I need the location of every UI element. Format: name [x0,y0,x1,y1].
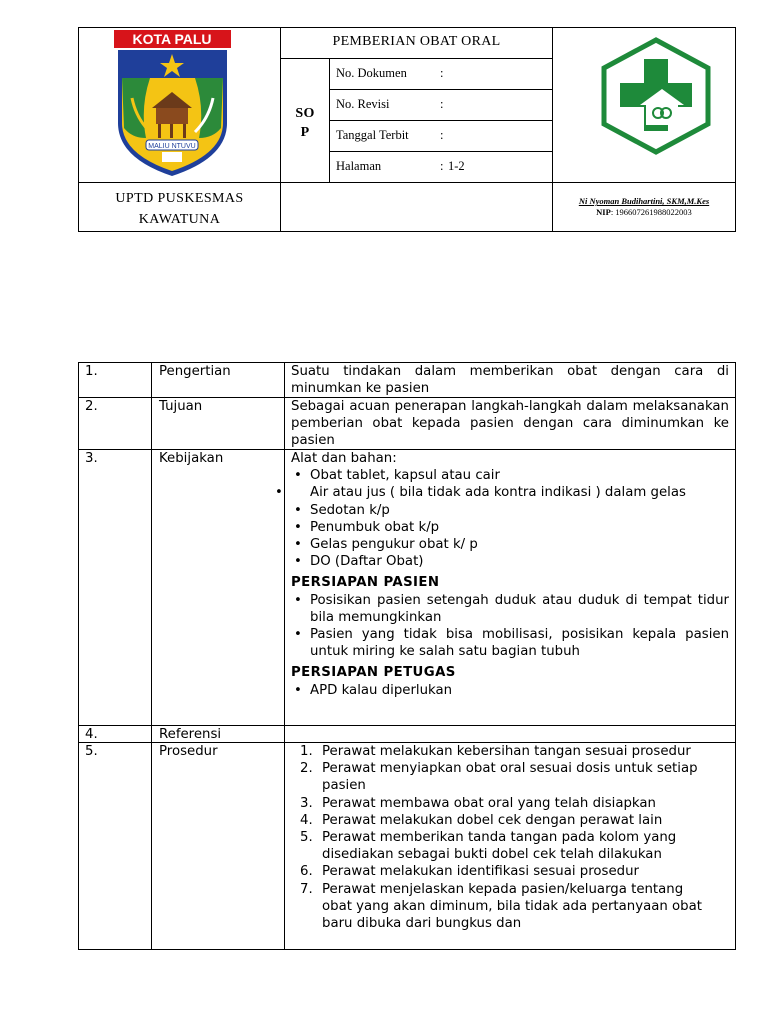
field-sep: : [440,159,444,173]
row-2-text: Sebagai acuan penerapan langkah-langkah dalam melaksanakan pemberian obat kepada pasien dengan cara diminumkan ke pasien [291,399,729,449]
procedure-step [300,829,711,863]
list-item: • DO (Daftar Obat) [310,553,729,570]
field-sep: : [440,128,444,142]
field-sep: : [440,97,444,111]
nip-label: NIP [596,207,611,217]
document-title: PEMBERIAN OBAT ORAL [332,34,501,49]
row-5-content [291,743,711,948]
patient-prep-heading: PERSIAPAN PASIEN [291,575,440,591]
staff-prep-heading: PERSIAPAN PETUGAS [291,665,456,681]
puskesmas-logo [600,37,712,155]
field-halaman [336,159,551,174]
field-label: Tanggal Terbit [336,128,409,142]
procedure-step [300,863,711,880]
staff-prep-list [291,682,729,699]
procedure-step [300,743,711,760]
patient-prep-list [291,592,729,661]
list-item: • Penumbuk obat k/p [310,519,729,536]
step-text: Perawat menyiapkan obat oral sesuai dosis untuk setiap pasien [322,761,698,794]
list-item: • Gelas pengukur obat k/ p [310,536,729,553]
list-item: • Posisikan pasien setengah duduk atau duduk di tempat tidur bila memungkinkan [310,592,729,626]
signer-name: Ni Nyoman Budihartini, SKM,M.Kes [578,196,710,206]
list-item: • Sedotan k/p [310,502,729,519]
sop-label [281,104,329,142]
equipment-list [291,467,729,570]
row-5-number: 5. [85,744,98,759]
sop-label-line1: SO [295,106,315,121]
procedure-step [300,795,711,812]
logo-city-text: KOTA PALU [132,31,212,47]
field-label: Halaman [336,159,382,173]
procedure-step [300,760,711,794]
row-1-text: Suatu tindakan dalam memberikan obat dengan cara di minumkan ke pasien [291,364,729,397]
row-5-label: Prosedur [159,744,218,759]
step-number: 1. [300,744,313,759]
field-label: No. Dokumen [336,66,407,80]
step-number: 6. [300,864,313,880]
field-no-revisi [336,97,551,112]
step-number: 3. [300,795,313,811]
signer-block [553,196,735,218]
step-text: Perawat melakukan kebersihan tangan sesuai prosedur [322,744,691,759]
step-text: Perawat membawa obat oral yang telah disiapkan [322,795,656,811]
org-name-line1: UPTD PUSKESMAS [115,191,244,206]
row-1-number: 1. [85,364,98,379]
field-label: No. Revisi [336,97,390,111]
list-item: • Air atau jus ( bila tidak ada kontra indikasi ) dalam gelas [291,484,729,501]
step-number: 7. [300,881,313,897]
list-item: • APD kalau diperlukan [310,682,729,699]
row-3-content [291,450,729,699]
row-2-label: Tujuan [159,399,203,414]
logo-motto-text: MALIU NTUVU [148,143,196,150]
org-name-line2: KAWATUNA [138,212,221,227]
procedure-step [300,812,711,829]
row-2-number: 2. [85,399,98,414]
step-text: Perawat melakukan identifikasi sesuai prosedur [322,864,639,880]
field-value: 1-2 [448,159,465,173]
row-3-number: 3. [85,451,98,466]
row-3-label: Kebijakan [159,451,224,466]
field-sep: : [440,66,444,80]
org-name [79,188,280,230]
step-text: Perawat menjelaskan kepada pasien/keluarga tentang obat yang akan diminum, bila tidak ada pertanyaan obat baru dibuka dari bungkus dan [322,881,702,932]
procedure-step [300,881,711,933]
kota-palu-logo [110,28,235,178]
field-tanggal-terbit [336,128,551,143]
step-number: 5. [300,830,313,846]
field-no-dokumen [336,66,551,81]
row-4-number: 4. [85,727,98,742]
step-text: Perawat melakukan dobel cek dengan perawat lain [322,812,663,828]
list-item: • Obat tablet, kapsul atau cair [310,467,729,484]
row-4-label: Referensi [159,727,222,742]
procedure-steps [291,743,711,932]
row-1-label: Pengertian [159,364,231,379]
sop-label-line2: P [300,125,310,140]
step-number: 4. [300,812,313,828]
nip-value: : 196607261988022003 [610,207,692,217]
step-number: 2. [300,761,313,777]
step-text: Perawat memberikan tanda tangan pada kolom yang disediakan sebagai bukti dobel cek telah dilakukan [322,830,677,863]
list-item: • Pasien yang tidak bisa mobilisasi, posisikan kepala pasien untuk miring ke salah satu bagian tubuh [310,626,729,660]
equipment-intro: Alat dan bahan: [291,451,397,466]
signer-nip [553,207,735,218]
